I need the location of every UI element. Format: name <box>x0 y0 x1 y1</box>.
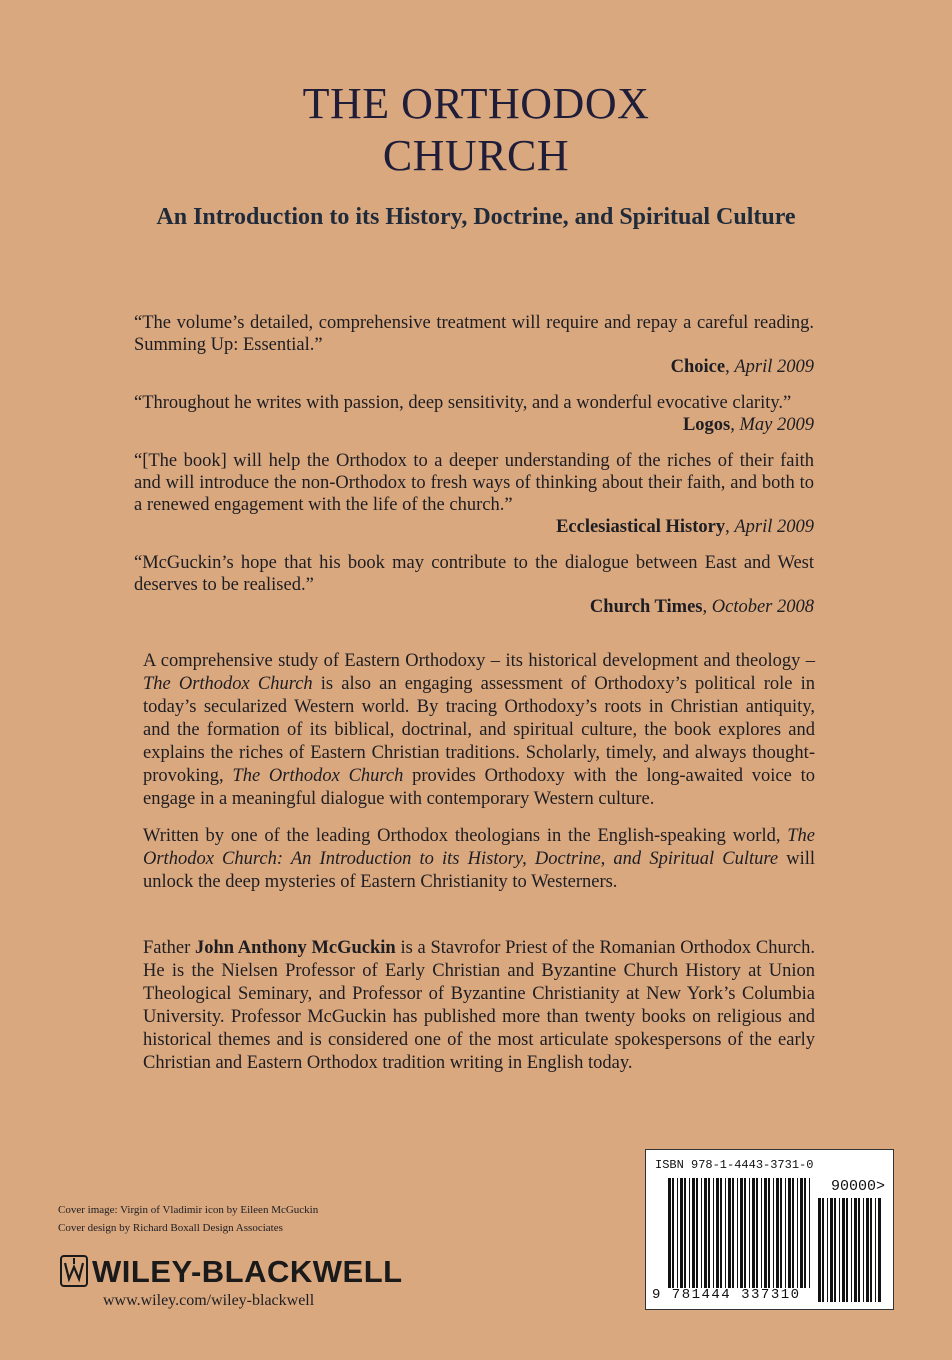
quote-text: “McGuckin’s hope that his book may contribute to the dialogue between East and West deserves to be realised.” <box>134 553 814 595</box>
isbn-number: ISBN 978-1-4443-3731-0 <box>655 1158 814 1172</box>
publisher-logo <box>58 1252 403 1292</box>
quote-text: “[The book] will help the Orthodox to a deeper understanding of the riches of their faith and will introduce the non-Orthodox to fresh ways of thinking about their faith, and both to a renewed engagement with the life of the church.” <box>134 451 814 515</box>
quote-source: Choice, April 2009 <box>670 357 814 377</box>
review-quote <box>134 450 814 538</box>
wiley-emblem-icon <box>58 1252 90 1292</box>
description-paragraph-1: A comprehensive study of Eastern Orthodoxy – its historical development and theology – The Orthodox Church is also an engaging assessment of Orthodoxy’s political role in today’s secularized Western world. By tracing Orthodoxy’s roots in Christian antiquity, and the formation of its biblical, doctrinal, and spiritual culture, the book explores and explains the riches of Eastern Christian traditions. Scholarly, timely, and always thought-provoking, The Orthodox Church provides Orthodoxy with the long-awaited voice to engage in a meaningful dialogue with contemporary Western culture. <box>143 651 815 809</box>
cover-credits <box>58 1201 318 1237</box>
review-quote <box>134 392 814 436</box>
price-code: 90000> <box>830 1178 885 1195</box>
cover-image-credit: Cover image: Virgin of Vladimir icon by Eileen McGuckin <box>58 1204 319 1216</box>
review-quote <box>134 552 814 618</box>
isbn-barcode <box>645 1149 894 1310</box>
publisher-name: WILEY-BLACKWELL <box>92 1254 403 1289</box>
book-title <box>0 78 952 182</box>
title-line-1: THE ORTHODOX <box>302 79 650 128</box>
addon-barcode-bars <box>818 1198 882 1302</box>
ean-barcode-bars <box>668 1178 812 1288</box>
cover-design-credit: Cover design by Richard Boxall Design Associates <box>58 1222 283 1234</box>
quote-text: “Throughout he writes with passion, deep sensitivity, and a wonderful evocative clarity.” <box>134 393 792 413</box>
book-description <box>143 650 815 908</box>
ean-digits: 9 781444 337310 <box>652 1287 801 1303</box>
publisher-url: www.wiley.com/wiley-blackwell <box>103 1292 315 1309</box>
quote-source: Ecclesiastical History, April 2009 <box>556 517 814 537</box>
author-bio: Father John Anthony McGuckin is a Stavrofor Priest of the Romanian Orthodox Church. He is the Nielsen Professor of Early Christian and Byzantine Church History at Union Theological Seminary, and Professor of Byzantine Christianity at New York’s Columbia University. Professor McGuckin has published more than twenty books on religious and historical themes and is considered one of the most articulate spokespersons of the early Christian and Eastern Orthodox tradition writing in English today. <box>143 938 815 1073</box>
author-name: John Anthony McGuckin <box>195 938 396 958</box>
quote-source: Church Times, October 2008 <box>589 597 814 617</box>
title-line-2: CHURCH <box>382 131 570 180</box>
description-paragraph-2: Written by one of the leading Orthodox theologians in the English-speaking world, The Orthodox Church: An Introduction to its History, Doctrine, and Spiritual Culture will unlock the deep mysteries of Eastern Christianity to Westerners. <box>143 826 816 892</box>
review-quote <box>134 312 814 378</box>
quote-text: “The volume’s detailed, comprehensive treatment will require and repay a careful reading. Summing Up: Essential.” <box>134 313 814 355</box>
quote-source: Logos, May 2009 <box>682 415 814 435</box>
book-subtitle: An Introduction to its History, Doctrine, and Spiritual Culture <box>156 204 796 230</box>
review-quotes <box>134 312 814 632</box>
